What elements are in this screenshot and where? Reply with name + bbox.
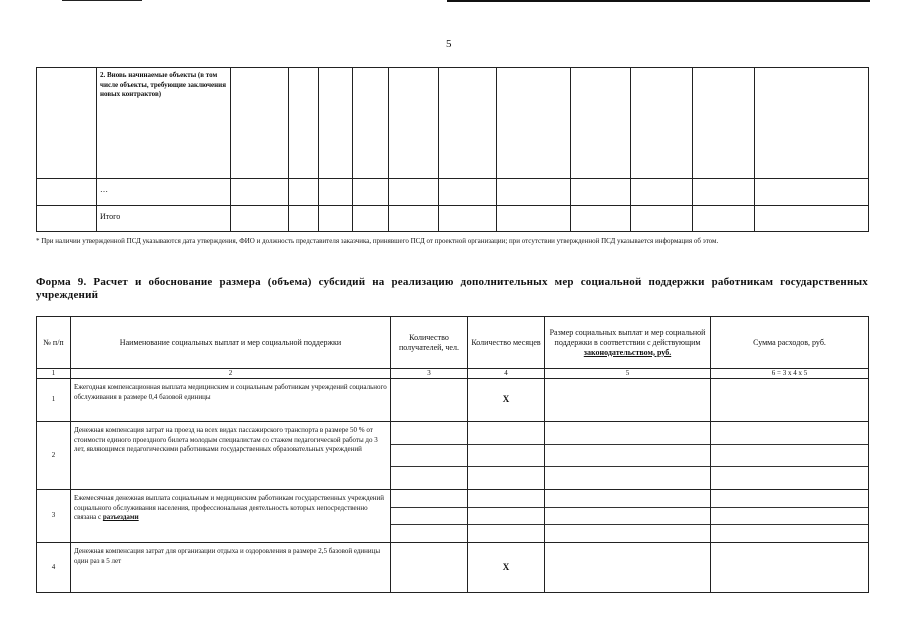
- row-number: 3: [37, 490, 71, 543]
- col-number: 3: [391, 369, 468, 379]
- row-name: [71, 490, 391, 543]
- row-label-new-objects: 2. Вновь начинаемые объекты (в том числе объекты, требующие заключения новых контрактов): [97, 68, 231, 179]
- row-number: 4: [37, 543, 71, 593]
- header-recipients: Количество получателей, чел.: [391, 317, 468, 369]
- col-number: 4: [468, 369, 545, 379]
- col-number: 2: [71, 369, 391, 379]
- form-9-table: [36, 316, 869, 593]
- row-label-total: Итого: [97, 206, 231, 232]
- row-name: Ежегодная компенсационная выплата медицинским и социальным работникам учреждений социального обслуживания в размере 0,4 базовой единицы: [71, 379, 391, 422]
- header-months: Количество месяцев: [468, 317, 545, 369]
- table-row: [37, 422, 869, 490]
- months-value: Х: [468, 543, 545, 593]
- table-row: [37, 179, 869, 206]
- header-sum: Сумма расходов, руб.: [711, 317, 869, 369]
- row-label-ellipsis: …: [97, 179, 231, 206]
- table-row: [37, 543, 869, 593]
- header-row: [37, 317, 869, 369]
- table-row: [37, 379, 869, 422]
- column-number-row: [37, 369, 869, 379]
- form-title: Форма 9. Расчет и обоснование размера (объема) субсидий на реализацию дополнительных мер социальной поддержки работникам государственных учреждений: [36, 276, 868, 301]
- row-name-bold: разъездами: [102, 513, 139, 521]
- row-name-text: Ежемесячная денежная выплата социальным и медицинским работникам государственных учреждений социального обслуживания населения, профессиональная деятельность которых непосредственно связана с: [74, 494, 385, 521]
- col-number: 1: [37, 369, 71, 379]
- header-size-bold: законодательством, руб.: [583, 347, 672, 357]
- page-number: 5: [446, 38, 452, 50]
- table-row: [37, 68, 869, 179]
- col-number: 5: [545, 369, 711, 379]
- upper-table: [36, 67, 869, 232]
- table-row: [37, 490, 869, 543]
- table-row: [37, 206, 869, 232]
- header-name: Наименование социальных выплат и мер социальной поддержки: [71, 317, 391, 369]
- header-num: № п/п: [37, 317, 71, 369]
- row-number: 2: [37, 422, 71, 490]
- months-value: Х: [468, 379, 545, 422]
- col-number: 6 = 3 х 4 х 5: [711, 369, 869, 379]
- footnote: * При наличии утвержденной ПСД указываются дата утверждения, ФИО и должность представителя заказчика, принявшего ПСД от проектной организации; при отсутствии утвержденной ПСД указывается информация об этом.: [36, 237, 719, 245]
- row-number: 1: [37, 379, 71, 422]
- row-name: Денежная компенсация затрат для организации отдыха и оздоровления в размере 2,5 базовой единицы один раз в 5 лет: [71, 543, 391, 593]
- header-size: [545, 317, 711, 369]
- top-rule-left: [62, 0, 142, 1]
- row-name: Денежная компенсация затрат на проезд на всех видах пассажирского транспорта в размере 50 % от стоимости единого проездного билета молодым специалистам со стажем педагогической работы до 3 лет, являющимся педагогическими работниками государственных образовательных учреждений: [71, 422, 391, 490]
- header-size-text: Размер социальных выплат и мер социальной поддержки в соответствии с действующим: [549, 327, 706, 347]
- top-rule-right: [447, 0, 870, 2]
